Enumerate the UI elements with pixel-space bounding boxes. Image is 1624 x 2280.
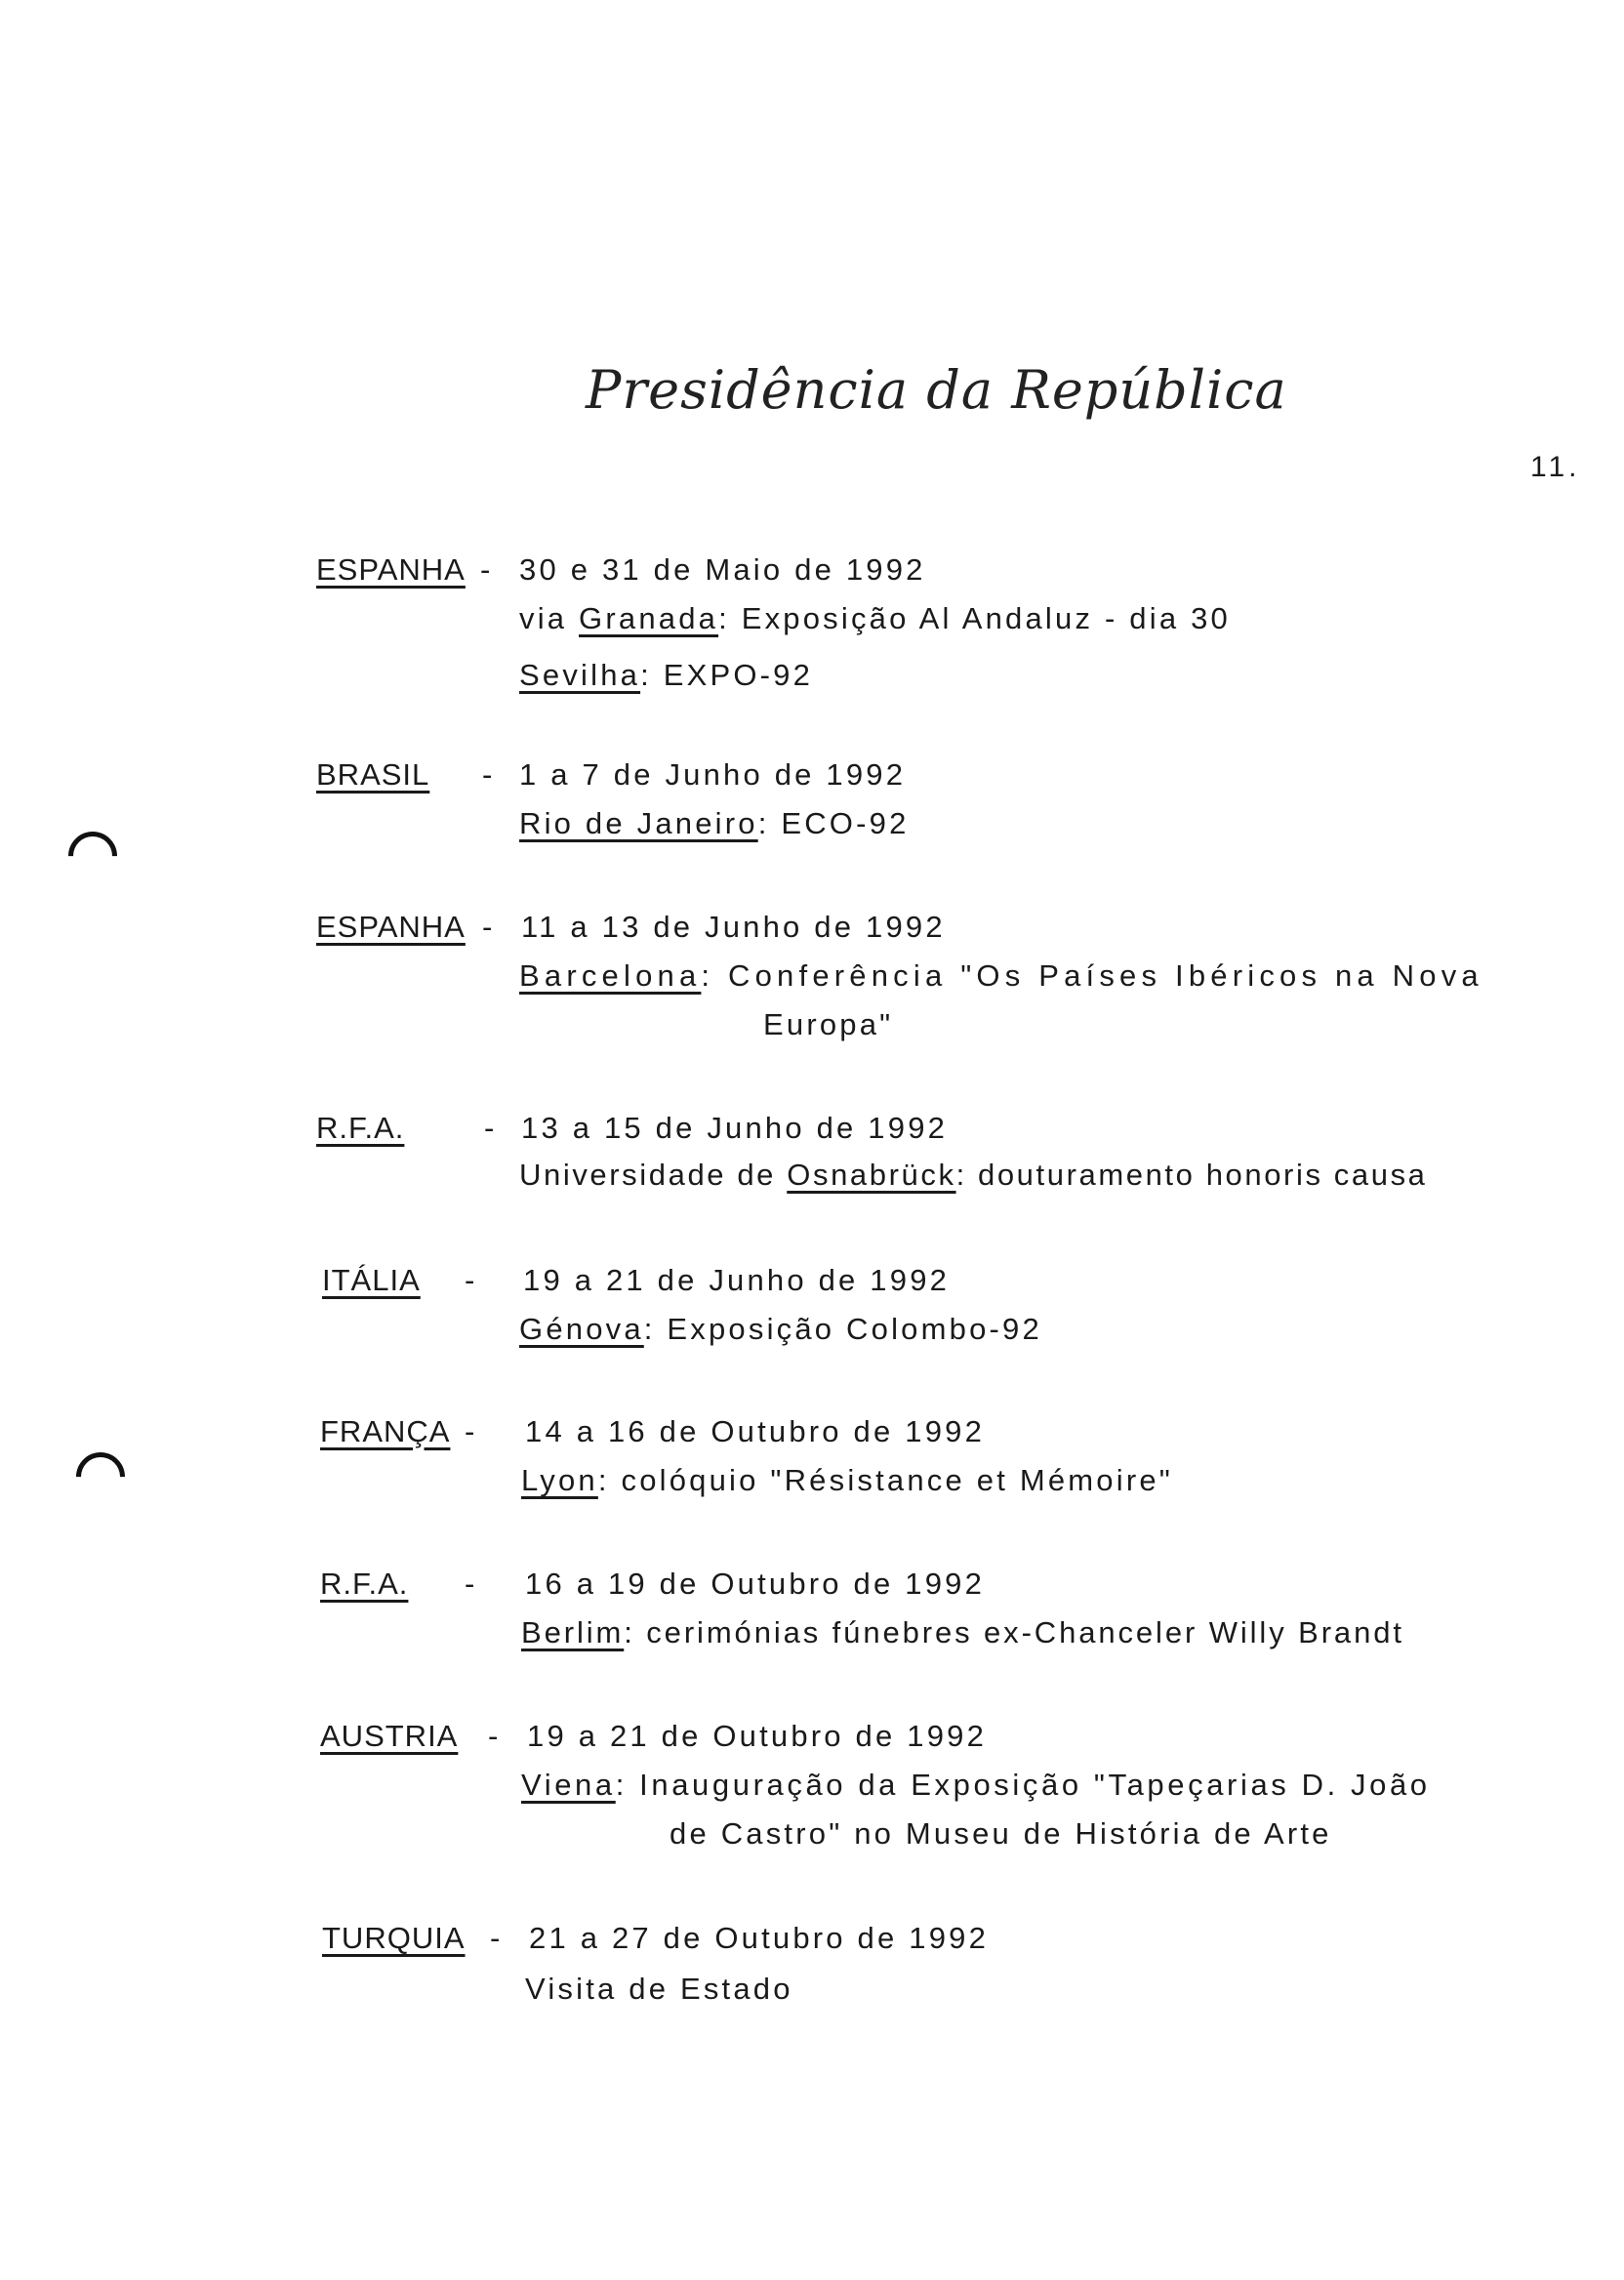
detail-line [521, 1463, 1173, 1498]
place-name: Génova [519, 1312, 644, 1346]
detail-prefix: via [519, 601, 580, 635]
place-name: Viena [521, 1768, 616, 1802]
separator-dash: - [465, 1567, 475, 1601]
separator-dash: - [484, 1111, 495, 1145]
detail-line: Visita de Estado [525, 1972, 793, 2006]
binder-hole-mark [66, 1443, 136, 1512]
detail-prefix: Universidade de [519, 1158, 788, 1192]
detail-line: de Castro" no Museu de História de Arte [670, 1816, 1332, 1851]
date-range: 30 e 31 de Maio de 1992 [519, 552, 926, 587]
place-name: Osnabrück [787, 1158, 956, 1192]
detail-text: : EXPO-92 [640, 658, 814, 692]
place-name: Rio de Janeiro [519, 806, 758, 840]
detail-line [519, 1312, 1042, 1347]
detail-line [519, 806, 910, 841]
date-range: 14 a 16 de Outubro de 1992 [525, 1414, 986, 1448]
separator-dash: - [465, 1263, 475, 1297]
place-name: Berlim [521, 1615, 625, 1649]
date-range: 1 a 7 de Junho de 1992 [519, 757, 907, 792]
separator-dash: - [482, 757, 493, 792]
detail-text: : ECO-92 [757, 806, 910, 840]
date-range: 11 a 13 de Junho de 1992 [521, 910, 946, 944]
date-range: 19 a 21 de Outubro de 1992 [527, 1719, 988, 1753]
detail-line: Europa" [763, 1007, 894, 1041]
date-range: 19 a 21 de Junho de 1992 [523, 1263, 951, 1297]
separator-dash: - [488, 1719, 499, 1753]
detail-line [521, 1768, 1431, 1803]
country-name: AUSTRIA [320, 1719, 459, 1753]
separator-dash: - [482, 910, 493, 944]
country-name: ESPANHA [316, 552, 466, 587]
detail-text: : cerimónias fúnebres ex-Chanceler Willy Brandt [624, 1615, 1404, 1649]
country-name: ESPANHA [316, 910, 466, 944]
separator-dash: - [480, 552, 491, 587]
country-name: ITÁLIA [322, 1263, 421, 1297]
letterhead: Presidência da República [586, 359, 1287, 421]
date-range: 13 a 15 de Junho de 1992 [521, 1111, 949, 1145]
detail-text: : Conferência "Os Países Ibéricos na Nova [701, 958, 1483, 993]
detail-text: : Inauguração da Exposição "Tapeçarias D. João [615, 1768, 1431, 1802]
detail-line [519, 958, 1483, 994]
country-name: R.F.A. [316, 1111, 405, 1145]
detail-text: : douturamento honoris causa [955, 1158, 1428, 1192]
detail-line [519, 1158, 1428, 1193]
place-name: Barcelona [519, 958, 702, 993]
date-range: 21 a 27 de Outubro de 1992 [529, 1921, 990, 1955]
place-name: Granada [579, 601, 719, 635]
country-name: TURQUIA [322, 1921, 466, 1955]
separator-dash: - [465, 1414, 475, 1448]
date-range: 16 a 19 de Outubro de 1992 [525, 1567, 986, 1601]
separator-dash: - [490, 1921, 501, 1955]
country-name: FRANÇA [320, 1414, 451, 1448]
detail-text: : Exposição Al Andaluz - dia 30 [718, 601, 1231, 635]
detail-text: : Exposição Colombo-92 [643, 1312, 1042, 1346]
page-number: 11. [1530, 451, 1581, 483]
detail-line [519, 601, 1231, 636]
binder-hole-mark [59, 822, 128, 891]
country-name: BRASIL [316, 757, 430, 792]
place-name: Lyon [521, 1463, 598, 1497]
detail-text: : colóquio "Résistance et Mémoire" [597, 1463, 1174, 1497]
detail-line [521, 1615, 1404, 1650]
detail-line [519, 658, 813, 693]
place-name: Sevilha [519, 658, 641, 692]
country-name: R.F.A. [320, 1567, 409, 1601]
